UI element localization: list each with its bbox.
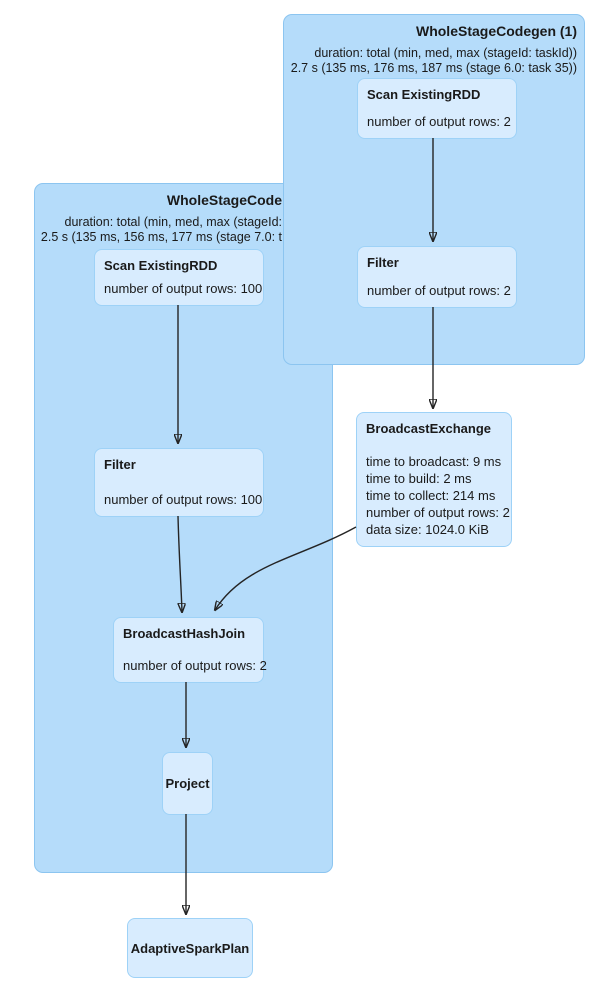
node-scan-existingrdd-left[interactable] (94, 249, 264, 306)
node-metric: number of output rows: 2 (367, 114, 511, 129)
node-title: Project (165, 776, 210, 791)
node-filter-left[interactable] (94, 448, 264, 517)
node-title: Filter (104, 457, 136, 472)
node-metric: time to broadcast: 9 ms (366, 454, 502, 469)
node-broadcastexchange[interactable] (356, 412, 512, 547)
duration-value: 2.5 s (135 ms, 156 ms, 177 ms (stage 7.0: t (40, 229, 282, 244)
cluster-duration (41, 215, 282, 244)
node-title: BroadcastHashJoin (123, 626, 246, 641)
node-adaptivesparkplan[interactable] (127, 918, 253, 978)
node-metrics (366, 453, 510, 538)
cluster-title: WholeStageCodegen (1) (415, 23, 577, 39)
node-metric: time to collect: 214 ms (366, 488, 496, 503)
node-title: Scan ExistingRDD (104, 258, 218, 273)
node-title: Scan ExistingRDD (367, 87, 481, 102)
node-broadcasthashjoin[interactable] (113, 617, 267, 683)
cluster-duration (291, 46, 577, 75)
node-metric: number of output rows: 100 (104, 281, 263, 296)
node-metric: data size: 1024.0 KiB (366, 522, 489, 537)
node-title: BroadcastExchange (366, 421, 491, 436)
node-metric: time to build: 2 ms (366, 471, 472, 486)
node-project[interactable] (162, 752, 213, 815)
cluster-title: WholeStageCode (166, 192, 282, 208)
node-title: AdaptiveSparkPlan (130, 940, 250, 956)
node-filter-right[interactable] (357, 246, 517, 308)
cluster-wholestagecodegen-1 (283, 14, 585, 365)
duration-label: duration: total (min, med, max (stageId: (64, 215, 282, 229)
node-metric: number of output rows: 2 (123, 658, 267, 673)
node-title: Filter (367, 255, 399, 270)
node-scan-existingrdd-right[interactable] (357, 78, 517, 139)
duration-label: duration: total (min, med, max (stageId: taskId)) (314, 46, 577, 60)
duration-value: 2.7 s (135 ms, 176 ms, 187 ms (stage 6.0: task 35)) (290, 60, 577, 75)
node-metric: number of output rows: 2 (366, 505, 510, 520)
node-metric: number of output rows: 100 (104, 492, 263, 507)
node-metric: number of output rows: 2 (367, 283, 511, 298)
